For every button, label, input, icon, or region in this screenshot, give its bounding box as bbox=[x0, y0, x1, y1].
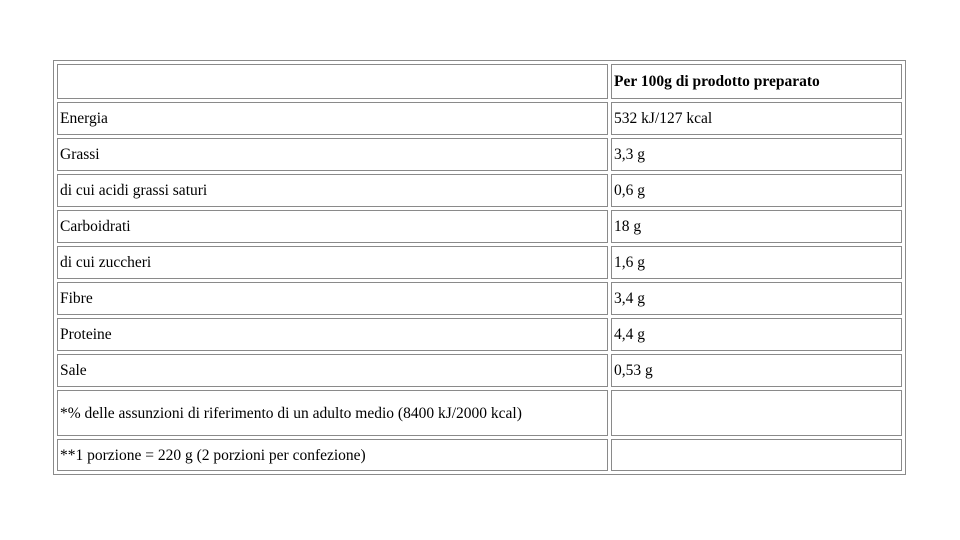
table-row bbox=[57, 174, 902, 207]
nutrient-value: 0,6 g bbox=[611, 174, 902, 207]
table-row bbox=[57, 210, 902, 243]
nutrient-label: Sale bbox=[57, 354, 608, 387]
footnote-portion: **1 porzione = 220 g (2 porzioni per confezione) bbox=[57, 439, 608, 471]
nutrient-value: 532 kJ/127 kcal bbox=[611, 102, 902, 135]
nutrient-label: Carboidrati bbox=[57, 210, 608, 243]
header-value-cell: Per 100g di prodotto preparato bbox=[611, 64, 902, 99]
table-row bbox=[57, 138, 902, 171]
nutrient-value: 4,4 g bbox=[611, 318, 902, 351]
nutrient-value: 3,4 g bbox=[611, 282, 902, 315]
nutrient-value: 1,6 g bbox=[611, 246, 902, 279]
nutrient-value: 0,53 g bbox=[611, 354, 902, 387]
table-header-row bbox=[57, 64, 902, 99]
nutrient-value: 3,3 g bbox=[611, 138, 902, 171]
table-row bbox=[57, 318, 902, 351]
table-row bbox=[57, 102, 902, 135]
nutrient-value: 18 g bbox=[611, 210, 902, 243]
nutrient-label: Proteine bbox=[57, 318, 608, 351]
header-label-cell bbox=[57, 64, 608, 99]
table-row bbox=[57, 282, 902, 315]
nutrient-label: di cui acidi grassi saturi bbox=[57, 174, 608, 207]
nutrient-label: di cui zuccheri bbox=[57, 246, 608, 279]
table-row bbox=[57, 354, 902, 387]
nutrient-label: Energia bbox=[57, 102, 608, 135]
footnote-row bbox=[57, 439, 902, 471]
nutrient-label: Fibre bbox=[57, 282, 608, 315]
table-row bbox=[57, 246, 902, 279]
footnote-value-cell bbox=[611, 439, 902, 471]
nutrient-label: Grassi bbox=[57, 138, 608, 171]
footnote-reference-intake: *% delle assunzioni di riferimento di un adulto medio (8400 kJ/2000 kcal) bbox=[57, 390, 608, 436]
footnote-row bbox=[57, 390, 902, 436]
nutrition-table bbox=[53, 60, 906, 475]
footnote-value-cell bbox=[611, 390, 902, 436]
